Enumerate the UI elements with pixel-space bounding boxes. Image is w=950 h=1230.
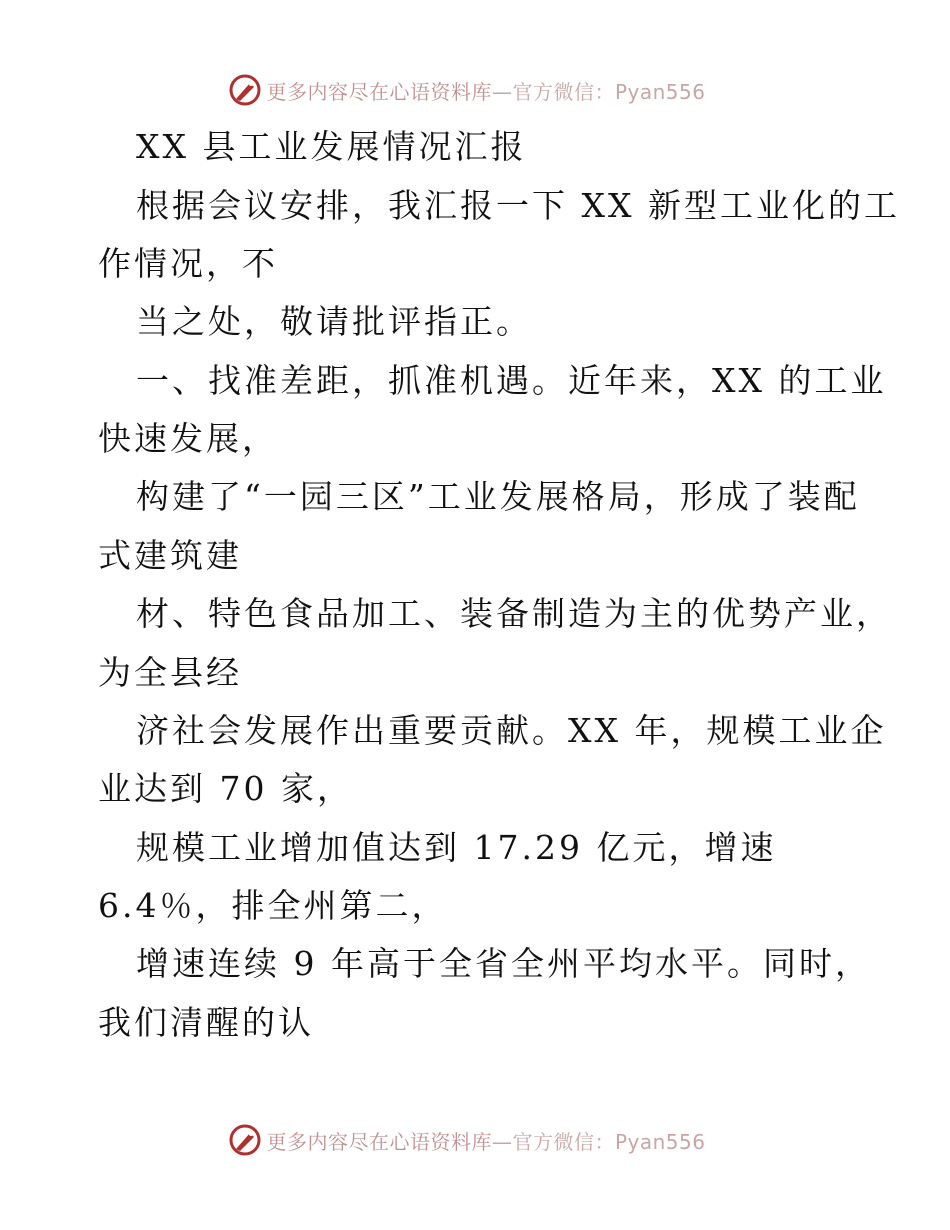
- header-banner-wechat: 官方微信：Pyan556: [512, 79, 706, 104]
- paragraph-line: 构建了“一园三区”工业发展格局，形成了装配: [136, 477, 860, 516]
- header-banner-main: 更多内容尽在心语资料库: [266, 79, 492, 104]
- paragraph-line: 为全县经: [98, 653, 242, 692]
- header-banner-inner: [228, 73, 705, 107]
- paragraph-line: 增速连续 9 年高于全省全州平均水平。同时，: [136, 944, 871, 983]
- footer-banner-wechat: 官方微信：Pyan556: [512, 1129, 706, 1154]
- paragraph-line: 材、特色食品加工、装备制造为主的优势产业，: [136, 594, 892, 633]
- paragraph-line: 作情况，不: [98, 244, 278, 283]
- paragraph-line: 业达到 70 家，: [98, 769, 353, 808]
- paragraph-line: 规模工业增加值达到 17.29 亿元，增速: [136, 828, 777, 867]
- footer-banner: [0, 1120, 950, 1160]
- paragraph-line: 6.4％，排全州第二，: [98, 886, 448, 925]
- paragraph-line: 一、找准差距，抓准机遇。近年来，XX 的工业: [136, 361, 887, 400]
- document-title: XX 县工业发展情况汇报: [136, 127, 527, 166]
- footer-banner-inner: [228, 1123, 705, 1157]
- paragraph-line: 根据会议安排，我汇报一下 XX 新型工业化的工: [136, 186, 900, 225]
- header-banner-sep: —: [491, 79, 513, 104]
- paragraph-line: 济社会发展作出重要贡献。XX 年，规模工业企: [136, 711, 887, 750]
- pen-nib-logo-icon: [228, 1123, 262, 1157]
- paragraph-line: 式建筑建: [98, 536, 242, 575]
- header-banner: [0, 70, 950, 110]
- footer-banner-text: [266, 1126, 705, 1155]
- pen-nib-logo-icon: [228, 73, 262, 107]
- paragraph-line: 我们清醒的认: [98, 1003, 314, 1042]
- footer-banner-main: 更多内容尽在心语资料库: [266, 1129, 492, 1154]
- paragraph-line: 快速发展，: [98, 419, 278, 458]
- header-banner-text: [266, 76, 705, 105]
- paragraph-line: 当之处，敬请批评指正。: [136, 302, 532, 341]
- footer-banner-sep: —: [491, 1129, 513, 1154]
